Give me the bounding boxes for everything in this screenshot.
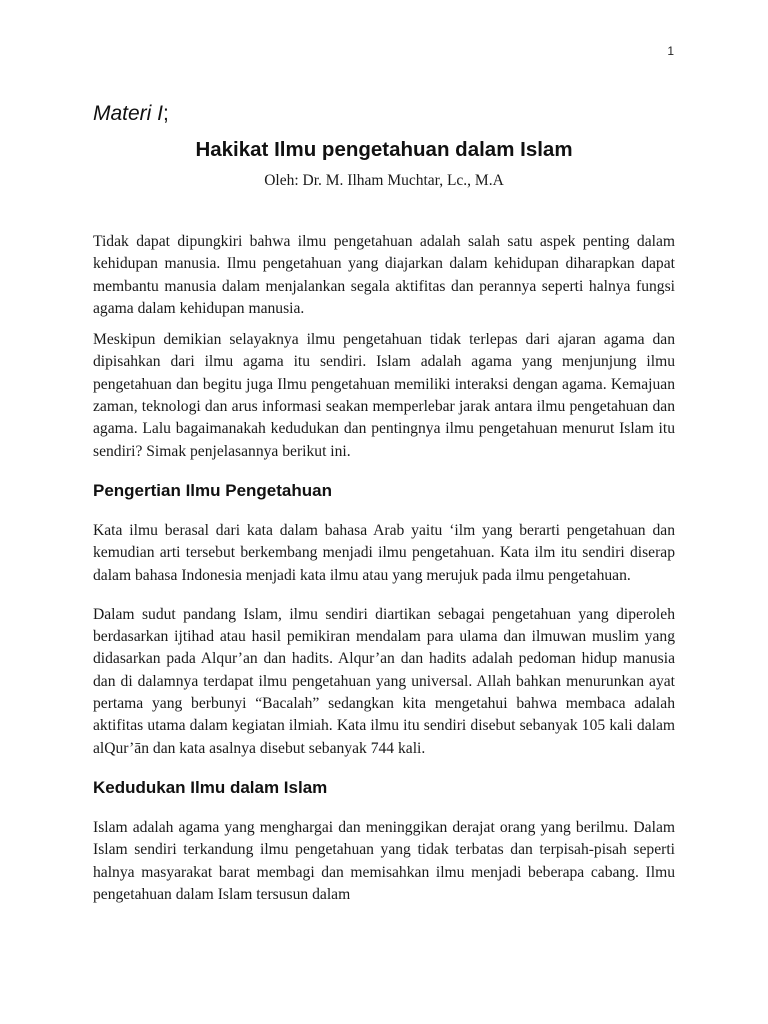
section-heading-pengertian: Pengertian Ilmu Pengetahuan bbox=[93, 480, 332, 500]
section-heading-kedudukan: Kedudukan Ilmu dalam Islam bbox=[93, 777, 328, 797]
materi-label-suffix: ; bbox=[163, 102, 169, 125]
paragraph-intro-1: Tidak dapat dipungkiri bahwa ilmu pengetahuan adalah salah satu aspek penting dalam kehidupan manusia. Ilmu pengetahuan yang diajarkan dalam kehidupan diharapkan dapat membantu manusia dalam menjalankan segala aktifitas dan perannya seperti halnya fungsi agama dalam kehidupan manusia. bbox=[93, 233, 675, 317]
page-number: 1 bbox=[667, 44, 674, 58]
document-title: Hakikat Ilmu pengetahuan dalam Islam bbox=[195, 138, 573, 161]
paragraph-intro-2: Meskipun demikian selayaknya ilmu pengetahuan tidak terlepas dari ajaran agama dan dipisahkan dari ilmu agama itu sendiri. Islam adalah agama yang menjunjung ilmu pengetahuan dan begitu juga Ilmu pengetahuan memiliki interaksi dengan agama. Kemajuan zaman, teknologi dan arus informasi seakan memperlebar jarak antara ilmu pengetahuan dan agama. Lalu bagaimanakah kedudukan dan pentingnya ilmu pengetahuan menurut Islam itu sendiri? Simak penjelasannya berikut ini. bbox=[93, 331, 675, 460]
paragraph-pengertian-2: Dalam sudut pandang Islam, ilmu sendiri diartikan sebagai pengetahuan yang diperoleh berdasarkan ijtihad atau hasil pemikiran mendalam para ulama dan ilmuwan muslim yang didasarkan pada Alqur’an dan hadits. Alqur’an dan hadits adalah pedoman hidup manusia dan di dalamnya terdapat ilmu pengetahuan yang universal. Allah bahkan menurunkan ayat pertama yang berbunyi “Bacalah” sedangkan kita mengetahui bahwa membaca adalah aktifitas utama dalam kegiatan ilmiah. Kata ilmu itu sendiri disebut sebanyak 105 kali dalam alQur’ān dan kata asalnya disebut sebanyak 744 kali. bbox=[93, 605, 675, 757]
author-line: Oleh: Dr. M. Ilham Muchtar, Lc., M.A bbox=[264, 172, 504, 189]
paragraph-pengertian-1: Kata ilmu berasal dari kata dalam bahasa Arab yaitu ‘ilm yang berarti pengetahuan dan kemudian arti tersebut berkembang menjadi ilmu pengetahuan. Kata ilm itu sendiri diserap dalam bahasa Indonesia menjadi kata ilmu atau yang merujuk pada ilmu pengetahuan. bbox=[93, 521, 675, 584]
materi-label bbox=[93, 100, 675, 128]
paragraph-kedudukan-1: Islam adalah agama yang menghargai dan meninggikan derajat orang yang berilmu. Dalam Islam sendiri terkandung ilmu pengetahuan yang tidak terbatas dan terpisah-pisah seperti halnya masyarakat barat membagi dan memisahkan ilmu menjadi beberapa cabang. Ilmu pengetahuan dalam Islam tersusun dalam bbox=[93, 818, 675, 903]
document-content bbox=[93, 100, 675, 906]
materi-label-text: Materi I bbox=[93, 102, 164, 125]
